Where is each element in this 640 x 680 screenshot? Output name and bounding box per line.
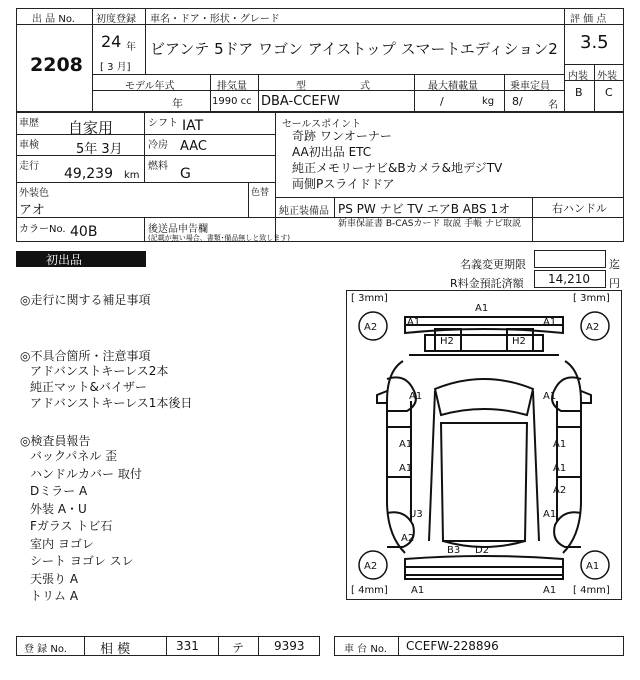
- interior-label: 内装: [568, 71, 588, 82]
- car-name-label: 車名・ドア・形状・グレード: [150, 14, 280, 25]
- model-value: DBA-CCEFW: [261, 94, 340, 109]
- damage-mark: A2: [364, 322, 378, 333]
- capacity-unit: 名: [548, 100, 558, 111]
- recycle-label: R料金預託済額: [450, 277, 524, 290]
- car-diagram: [347, 291, 621, 599]
- color-value: アオ: [19, 203, 45, 218]
- score-label: 評 価 点: [570, 14, 607, 25]
- damage-mark: A1: [543, 585, 557, 596]
- first-listing-text: 初出品: [46, 253, 83, 267]
- displacement-label: 排気量: [217, 81, 247, 92]
- damage-mark: D2: [475, 545, 490, 556]
- first-reg-label: 初度登録: [96, 14, 136, 25]
- lot-label: 出 品 No.: [32, 14, 75, 25]
- load-value: /: [440, 95, 444, 108]
- inspector-line: シート ヨゴレ スレ: [30, 554, 134, 568]
- lot-number: 2208: [30, 54, 83, 76]
- damage-mark: H2: [440, 336, 454, 347]
- damage-mark: U3: [409, 509, 423, 520]
- reg-number: 9393: [274, 639, 305, 653]
- name-change-box: [534, 250, 606, 268]
- inspection-label: 車検: [19, 140, 39, 151]
- reg-class: 331: [176, 639, 199, 653]
- recycle-unit: 円: [609, 277, 620, 290]
- first-reg-year: 24: [101, 32, 122, 51]
- defect-line: アドバンストキーレス1本後日: [30, 396, 193, 410]
- interior-grade: B: [575, 86, 583, 99]
- exterior-grade: C: [605, 86, 613, 99]
- damage-mark: A1: [409, 391, 423, 402]
- shift-value: IAT: [182, 118, 204, 134]
- reg-label: 登 録 No.: [24, 644, 67, 655]
- score-value: 3.5: [580, 32, 609, 53]
- damage-mark: A1: [553, 439, 567, 450]
- ac-value: AAC: [180, 139, 207, 154]
- fuel-label: 燃料: [148, 161, 168, 172]
- mileage-label: 走行: [19, 161, 39, 172]
- sales-points-title: セールスポイント: [282, 119, 362, 130]
- damage-mark: A2: [401, 533, 415, 544]
- load-label: 最大積載量: [428, 81, 478, 92]
- exterior-label: 外装: [597, 71, 617, 82]
- damage-mark: A1: [475, 303, 489, 314]
- inspector-line: Fガラス トビ石: [30, 519, 113, 533]
- damage-mark: A2: [553, 485, 567, 496]
- first-reg-month: [ 3 月]: [100, 62, 131, 73]
- equipment-items: PS PW ナビ TV エアB ABS 1オ: [338, 202, 511, 216]
- driving-title: ◎走行に関する補足事項: [20, 293, 151, 307]
- damage-mark: A1: [553, 463, 567, 474]
- history-value: 自家用: [68, 119, 114, 137]
- load-unit: kg: [482, 96, 495, 107]
- documents-note: 新車保証書 B-CASカード 取説 手帳 ナビ取説: [338, 219, 522, 229]
- inspection-value: 5年 3月: [76, 142, 123, 157]
- damage-mark: A1: [586, 561, 600, 572]
- shift-label: シフト: [148, 118, 178, 129]
- warranty-note: (記載が無い場合、書類･備品無しと致します): [148, 234, 290, 242]
- damage-mark: H2: [512, 336, 526, 347]
- inspector-line: Dミラー A: [30, 484, 88, 498]
- scale-top-left: [ 3mm]: [351, 293, 388, 304]
- model-label: 型: [296, 81, 306, 92]
- year-unit: 年: [126, 42, 136, 53]
- equipment-label: 純正装備品: [279, 206, 329, 217]
- car-name: ビアンテ 5ドア ワゴン アイストップ スマートエディション2: [150, 40, 558, 58]
- sales-point-line: 両側Pスライドドア: [292, 177, 395, 191]
- defects-list: [30, 363, 192, 411]
- defect-line: アドバンストキーレス2本: [30, 364, 169, 378]
- damage-mark: B3: [447, 545, 461, 556]
- name-change-label: 名義変更期限: [460, 258, 526, 271]
- reg-area: 相 模: [100, 642, 131, 657]
- scale-bottom-right: [ 4mm]: [573, 585, 610, 596]
- car-diagram-frame: [346, 290, 622, 600]
- inspector-line: 天張り A: [30, 571, 79, 586]
- inspector-line: 室内 ヨゴレ: [30, 536, 94, 551]
- history-label: 車歴: [19, 118, 39, 129]
- inspector-list: [30, 448, 142, 606]
- warranty-label: 後送品申告欄: [148, 224, 208, 235]
- displacement-value: 1990 cc: [212, 96, 252, 107]
- mileage-value: 49,239: [64, 166, 113, 182]
- damage-mark: A1: [399, 463, 413, 474]
- ac-label: 冷房: [148, 140, 168, 151]
- capacity-label: 乗車定員: [510, 81, 550, 92]
- damage-mark: A2: [586, 322, 600, 333]
- sales-point-line: AA初出品 ETC: [292, 145, 372, 159]
- damage-mark: A1: [543, 509, 557, 520]
- model-year-label: モデル年式: [125, 81, 175, 92]
- color-label: 外装色: [19, 188, 49, 199]
- damage-mark: A1: [543, 391, 557, 402]
- color-no-value: 40B: [70, 224, 98, 240]
- damage-mark: A1: [399, 439, 413, 450]
- defects-title: ◎不具合箇所・注意事項: [20, 349, 151, 363]
- sales-point-line: 純正メモリーナビ&Bカメラ&地デジTV: [292, 161, 503, 175]
- name-change-unit: 迄: [609, 258, 620, 271]
- damage-mark: A1: [543, 317, 557, 328]
- inspector-line: バックパネル 歪: [30, 449, 118, 463]
- scale-top-right: [ 3mm]: [573, 293, 610, 304]
- damage-mark: A1: [411, 585, 425, 596]
- capacity-value: 8/: [512, 95, 523, 108]
- reg-kana: テ: [232, 641, 245, 655]
- steering-value: 右ハンドル: [552, 202, 607, 215]
- model-year-value: 年: [172, 97, 183, 110]
- damage-mark: A1: [407, 317, 421, 328]
- defect-line: 純正マット&バイザー: [30, 380, 147, 394]
- sales-point-line: 奇跡 ワンオーナー: [292, 129, 392, 143]
- inspector-line: トリム A: [30, 589, 79, 603]
- chassis-value: CCEFW-228896: [406, 639, 499, 653]
- repaint-label: 色替: [251, 188, 270, 198]
- recycle-value: 14,210: [548, 272, 590, 286]
- inspector-title: ◎検査員報告: [20, 434, 91, 448]
- chassis-label: 車 台 No.: [344, 644, 387, 655]
- damage-mark: A2: [364, 561, 378, 572]
- mileage-unit: km: [124, 170, 140, 181]
- model-label-2: 式: [360, 81, 370, 92]
- color-no-label: カラーNo.: [19, 224, 66, 235]
- fuel-value: G: [180, 166, 191, 182]
- inspector-line: ハンドルカバー 取付: [30, 466, 142, 481]
- sales-points-list: [292, 128, 502, 192]
- scale-bottom-left: [ 4mm]: [351, 585, 388, 596]
- inspector-line: 外装 A・U: [30, 501, 87, 516]
